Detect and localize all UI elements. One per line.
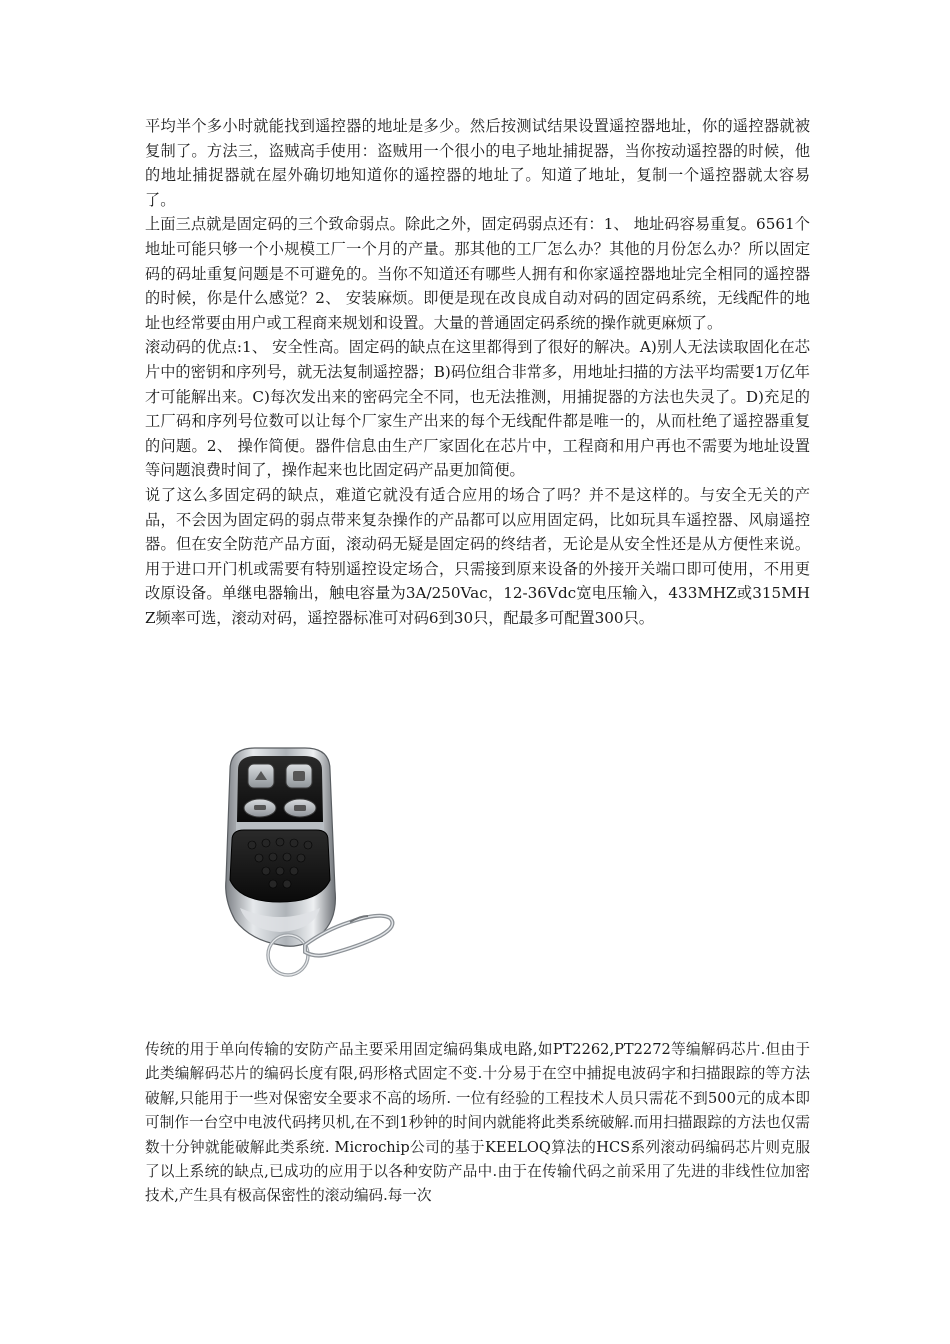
paragraph-3: 滚动码的优点:1、 安全性高。固定码的缺点在这里都得到了很好的解决。A)别人无法读取固化在芯片中的密钥和序列号，就无法复制遥控器；B)码位组合非常多，用地址扫描的方法平均需要1万亿年才可能解出来。C)每次发出来的密码完全不同，也无法推测，用捕捉器的方法也失灵了。D)充足的工厂码和序列号位数可以让每个厂家生产出来的每个无线配件都是唯一的，从而杜绝了遥控器重复的问题。2、 操作简便。器件信息由生产厂家固化在芯片中，工程商和用户再也不需要为地址设置等问题浪费时间了，操作起来也比固定码产品更加简便。: [145, 338, 810, 480]
paragraph-5: 传统的用于单向传输的安防产品主要采用固定编码集成电路,如PT2262,PT2272等编解码芯片.但由于此类编解码芯片的编码长度有限,码形格式固定不变.十分易于在空中捕捉电波码字和扫描跟踪的等方法破解,只能用于一些对保密安全要求不高的场所. 一位有经验的工程技术人员只需花不到500元的成本即可制作一台空中电波代码拷贝机,在不到1秒钟的时间内就能将此类系统破解.而用扫描跟踪的方法也仅需数十分钟就能破解此类系统. Microchip公司的基于KEELOQ算法的HCS系列滚动码编码芯片则克服了以上系统的缺点,已成功的应用于以各种安防产品中.由于在传输代码之前采用了先进的非线性位加密技术,产生具有极高保密性的滚动编码.每一次: [145, 1041, 810, 1205]
text-section-bottom: [145, 1038, 810, 1209]
remote-control-photo: [210, 740, 410, 990]
remote-control-image: [210, 740, 410, 990]
paragraph-1: 平均半个多小时就能找到遥控器的地址是多少。然后按测试结果设置遥控器地址，你的遥控器就被复制了。方法三，盗贼高手使用：盗贼用一个很小的电子地址捕捉器，当你按动遥控器的时候，他的地址捕捉器就在屋外确切地知道你的遥控器的地址了。知道了地址，复制一个遥控器就太容易了。: [145, 117, 810, 209]
paragraph-2: 上面三点就是固定码的三个致命弱点。除此之外，固定码弱点还有：1、 地址码容易重复。6561个地址可能只够一个小规模工厂一个月的产量。那其他的工厂怎么办？其他的月份怎么办？所以固定码的码址重复问题是不可避免的。当你不知道还有哪些人拥有和你家遥控器地址完全相同的遥控器的时候，你是什么感觉？2、 安装麻烦。即便是现在改良成自动对码的固定码系统，无线配件的地址也经常要由用户或工程商来规划和设置。大量的普通固定码系统的操作就更麻烦了。: [145, 215, 810, 332]
text-section-top: [145, 114, 810, 630]
paragraph-4: 说了这么多固定码的缺点，难道它就没有适合应用的场合了吗？并不是这样的。与安全无关的产品，不会因为固定码的弱点带来复杂操作的产品都可以应用固定码，比如玩具车遥控器、风扇遥控器。但在安全防范产品方面，滚动码无疑是固定码的终结者，无论是从安全性还是从方便性来说。用于进口开门机或需要有特别遥控设定场合，只需接到原来设备的外接开关端口即可使用，不用更改原设备。单继电器输出，触电容量为3A/250Vac，12-36Vdc宽电压输入，433MHZ或315MHZ频率可选，滚动对码，遥控器标准可对码6到30只，配最多可配置300只。: [145, 485, 810, 627]
